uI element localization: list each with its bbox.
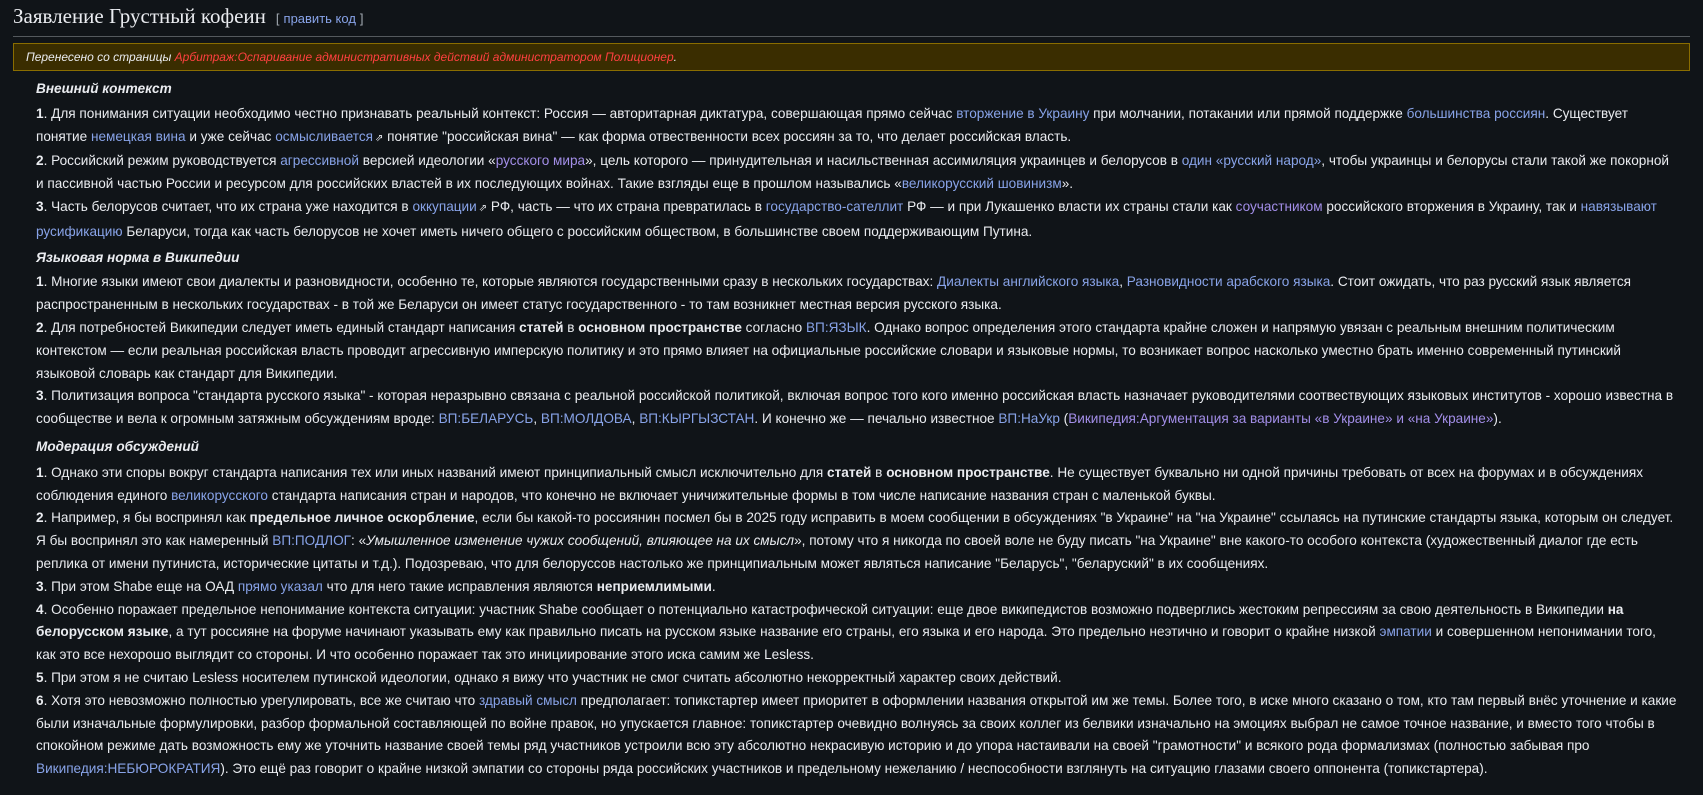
external-link[interactable]: оккупации xyxy=(412,198,477,214)
link[interactable]: навязывают русификацию xyxy=(36,198,1657,239)
link[interactable]: ВП:КЫРГЫЗСТАН xyxy=(639,411,755,427)
link[interactable]: эмпатии xyxy=(1379,624,1432,640)
link[interactable]: агрессивной xyxy=(280,153,359,169)
link[interactable]: ВП:НаУкр xyxy=(998,411,1060,427)
link[interactable]: русского мира xyxy=(495,153,586,169)
link[interactable]: вторжение в Украину xyxy=(956,105,1090,121)
moved-notice: Перенесено со страницы Арбитраж:Оспаривание административных действий администратором Полиционер. xyxy=(13,43,1690,71)
section-heading-language-norm: Языковая норма в Википедии xyxy=(36,249,240,265)
edit-section: [ править код ] xyxy=(275,11,364,26)
external-link-icon: ⇗ xyxy=(375,132,384,144)
link[interactable]: великорусского xyxy=(171,487,268,503)
paragraph: 6. Хотя это невозможно полностью урегулировать, все же считаю что здравый смысл предполагает: топикстартер имеет приоритет в оформлении названия открытой им же темы. Более того, в иске много сказано о том, кто там первый внёс уточнение и какие были изначальные формулировки, разбор формальной составляющей по войне правок, но упускается главное: топикстартер очевидно волнуясь за своих коллег из белвики изначально на эмоциях выбрал не самое точное название, и вместо того чтобы в спокойном режиме дать возможность ему же уточнить название своей темы ряд участников устроили всю эту абсолютно некрасивую историю и до упора настаивали на своей "грамотности" и всякого рода формализмах (полностью забывая про Википедия:НЕБЮРОКРАТИЯ). Это ещё раз говорит о крайне низкой эмпатии со стороны ряда российских участников и предельному нежеланию / неспособности взглянуть на ситуацию глазами своего оппонента (топикстартера). xyxy=(36,692,1677,777)
link[interactable]: ВП:БЕЛАРУСЬ xyxy=(438,411,534,427)
link[interactable]: соучастником xyxy=(1235,198,1323,214)
link[interactable]: Диалекты английского языка xyxy=(937,274,1120,290)
section-heading-external-context: Внешний контекст xyxy=(36,81,172,96)
paragraph: 3. Часть белорусов считает, что их страна уже находится в оккупации ⇗ РФ, часть — что их страна превратилась в государство-сателлит РФ — и при Лукашенко власти их страны стали как соучастником российского вторжения в Украину, так и навязывают русификацию Беларуси, тогда как часть белорусов не хочет иметь ничего общего с российским обществом, в большинстве своем поддерживающим Путина. xyxy=(36,198,1657,239)
link[interactable]: большинства россиян xyxy=(1406,105,1546,121)
paragraph: 4. Особенно поражает предельное непонимание контекста ситуации: участник Shabe сообщает о потенциально катастрофической ситуации: еще двое википедистов возможно подверглись жестоким репрессиям за свою деятельность в Википедии на белорусском языке, а тут россияне на форуме начинают указывать ему как правильно писать на русском языке название его страны, его языка и его народа. Это предельно неэтично и говорит о крайне низкой эмпатии и совершенном непонимании того, как это все нехорошо выглядит со стороны. И что особенно поражает так это инициирование этого иска самим же Lesless. xyxy=(36,601,1656,663)
link[interactable]: ВП:ПОДЛОГ xyxy=(272,533,352,549)
edit-source-link[interactable]: править код xyxy=(283,11,356,26)
link[interactable]: немецкая вина xyxy=(90,128,186,144)
link[interactable]: государство-сателлит xyxy=(765,198,904,214)
paragraph: 2. Российский режим руководствуется агрессивной версией идеологии «русского мира», цель которого — принудительная и насильственная ассимиляция украинцев и белорусов в один «русский народ», чтобы украинцы и белорусы стали такой же покорной и пассивной частью России и ресурсом для российских властей в их последующих войнах. Такие взгляды еще в прошлом назывались «великорусский шовинизм». xyxy=(36,153,1669,192)
paragraph: 1. Для понимания ситуации необходимо честно признавать реальный контекст: Россия — авторитарная диктатура, совершающая прямо сейчас вторжение в Украину при молчании, потакании или прямой поддержке большинства россиян. Существует понятие немецкая вина и уже сейчас осмысливается ⇗ понятие "российская вина" — как форма отвественности всех россиян за то, что делает российская власть. xyxy=(36,105,1628,144)
link[interactable]: один «русский народ» xyxy=(1181,153,1322,169)
link[interactable]: здравый смысл xyxy=(478,692,577,708)
paragraph: 1. Многие языки имеют свои диалекты и разновидности, особенно те, которые являются государственными сразу в нескольких государствах: Диалекты английского языка, Разновидности арабского языка. Стоит ожидать, что раз русский язык является распространенным в нескольких государствах - в той же Беларуси он имеет статус государственного - то там возникнет местная версия русского языка. xyxy=(36,274,1632,313)
paragraph: 2. Для потребностей Википедии следует иметь единый стандарт написания статей в основном пространстве согласно ВП:ЯЗЫК. Однако вопрос определения этого стандарта крайне сложен и напрямую увязан с реальным внешним политическим контекстом — если реальная российская власть проводит агрессивную имперскую политику и это прямо влияет на официальные российские словари и языковые нормы, то возникает вопрос насколько уместно брать именно современный путинский языковой словарь как стандарт для Википедии. xyxy=(36,319,1621,381)
link[interactable]: прямо указал xyxy=(237,578,323,594)
link[interactable]: ВП:ЯЗЫК xyxy=(805,319,867,335)
page-title xyxy=(13,0,1690,37)
paragraph: 3. При этом Shabe еще на ОАД прямо указал что для него такие исправления являются неприемлимыми. xyxy=(36,578,716,594)
paragraph: 5. При этом я не считаю Lesless носителем путинской идеологии, однако я вижу что участник не смог считать абсолютно некорректный характер своих действий. xyxy=(36,669,1062,685)
section-heading-discussion-moderation: Модерация обсуждений xyxy=(36,438,199,454)
paragraph: 3. Политизация вопроса "стандарта русского языка" - которая неразрывно связана с реальной российской политикой, включая вопрос того кого именно российская власть назначает руководителями соотвествующих языковых институтов - хорошо известна в сообществе и вела к огромным затяжным обсуждениям вроде: ВП:БЕЛАРУСЬ, ВП:МОЛДОВА, ВП:КЫРГЫЗСТАН. И конечно же — печально известное ВП:НаУкр (Википедия:Аргументация за варианты «в Украине» и «на Украине»). xyxy=(36,388,1674,427)
statement-body xyxy=(13,75,1690,781)
link[interactable]: великорусский шовинизм xyxy=(901,176,1062,192)
paragraph: 1. Однако эти споры вокруг стандарта написания тех или иных названий имеют принципиальный смысл исключительно для статей в основном пространстве. Не существует буквально ни одной причины требовать от всех на форумах и в обсуждениях соблюдения единого великорусского стандарта написания стран и народов, что конечно не включает уничижительные формы в том числе написание названия стран с маленькой буквы. xyxy=(36,464,1644,503)
paragraph: 2. Например, я бы воспринял как предельное личное оскорбление, если бы какой-то россиянин посмел бы в 2025 году исправить в моем сообщении в обсуждениях "в Украине" на "на Украине" ссылаясь на путинские стандарты языка, которым он следует. Я бы воспринял это как намеренный ВП:ПОДЛОГ: «Умышленное изменение чужих сообщений, влияющее на их смысл», потому что я никогда по своей воле не буду писать "на Украине" вне какого-то особого контекста (художественный диалог где есть реплика от имени путиниста, исторические цитаты и т.д.). Подозреваю, что для белоруссов настолько же принципиальным может являться написание "Беларусь", "беларуский" в их сообщениях. xyxy=(36,510,1674,571)
link[interactable]: Википедия:Аргументация за варианты «в Украине» и «на Украине» xyxy=(1068,411,1494,427)
link[interactable]: Википедия:НЕБЮРОКРАТИЯ xyxy=(36,761,221,777)
external-link-icon: ⇗ xyxy=(478,202,488,214)
external-link[interactable]: осмысливается xyxy=(275,128,374,144)
heading-text: Заявление Грустный кофеин xyxy=(13,4,266,28)
link[interactable]: ВП:МОЛДОВА xyxy=(540,411,632,427)
source-page-link[interactable]: Арбитраж:Оспаривание административных действий администратором Полиционер xyxy=(174,50,674,64)
link[interactable]: Разновидности арабского языка xyxy=(1126,274,1331,290)
